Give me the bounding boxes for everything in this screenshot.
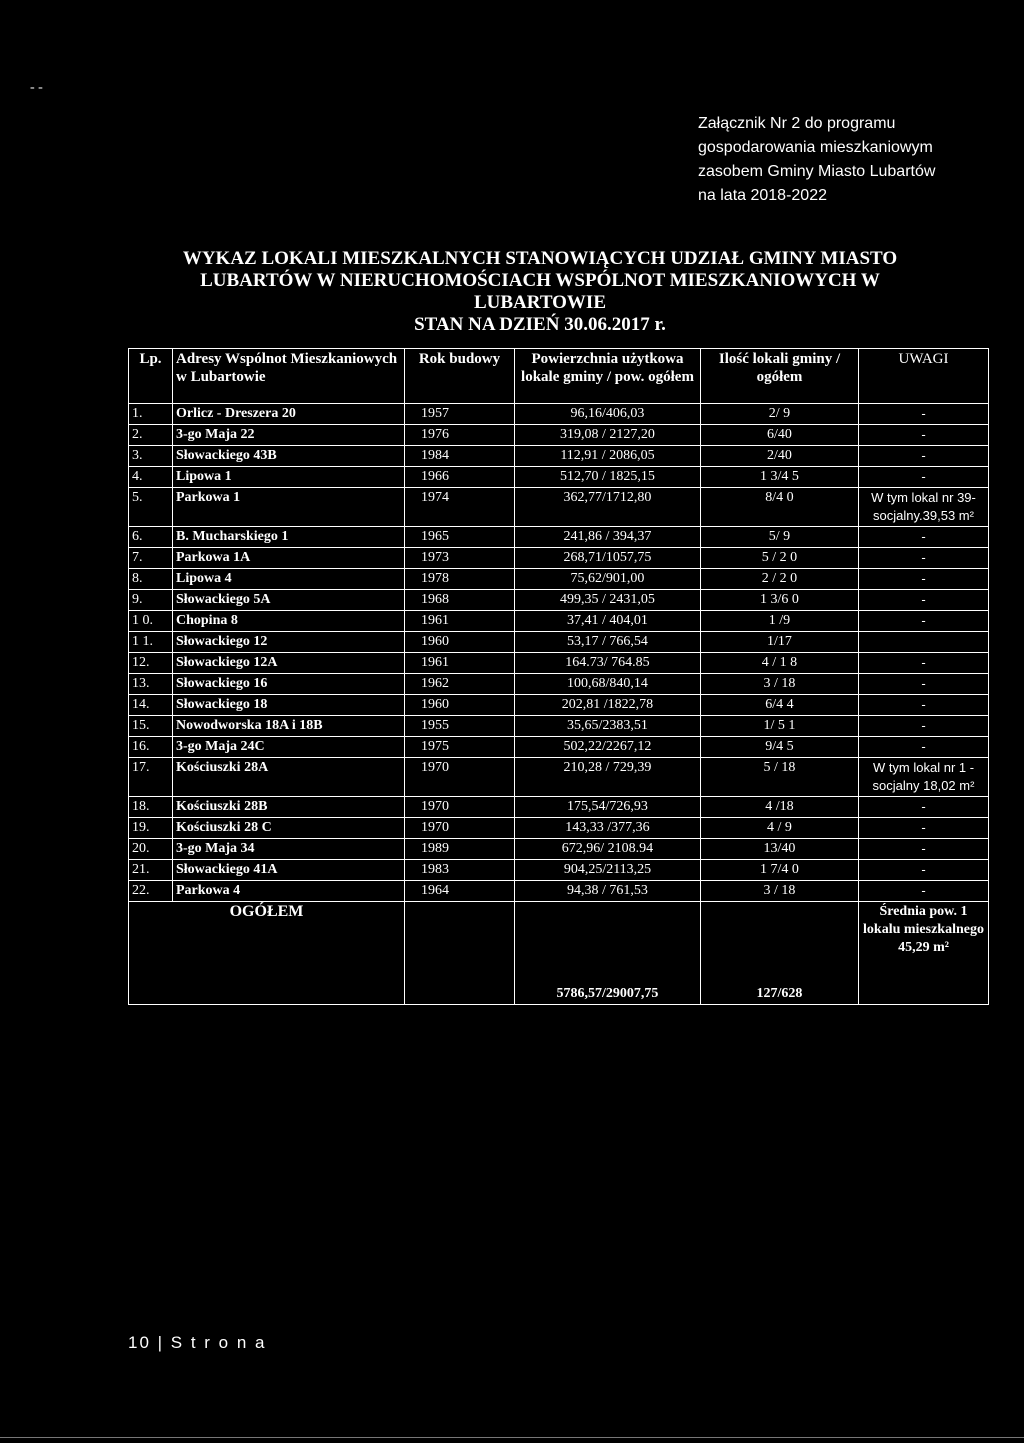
- cell-lp: 22.: [129, 881, 173, 902]
- cell-count: 5 / 2 0: [701, 548, 859, 569]
- cell-count: 6/40: [701, 425, 859, 446]
- cell-address: Parkowa 1: [173, 488, 405, 527]
- header-row: [129, 349, 989, 404]
- cell-year: 1964: [405, 881, 515, 902]
- cell-area: 96,16/406,03: [515, 404, 701, 425]
- cell-remarks: -: [859, 860, 989, 881]
- cell-lp: 20.: [129, 839, 173, 860]
- cell-count: 6/4 4: [701, 695, 859, 716]
- cell-area: 319,08 / 2127,20: [515, 425, 701, 446]
- cell-remarks: -: [859, 839, 989, 860]
- cell-year: 1962: [405, 674, 515, 695]
- cell-count: 2/40: [701, 446, 859, 467]
- cell-count: 4 / 1 8: [701, 653, 859, 674]
- cell-lp: 1.: [129, 404, 173, 425]
- table-row: [129, 653, 989, 674]
- cell-lp: 1 1.: [129, 632, 173, 653]
- cell-year: 1983: [405, 860, 515, 881]
- cell-remarks: -: [859, 653, 989, 674]
- cell-lp: 17.: [129, 758, 173, 797]
- cell-year: 1965: [405, 527, 515, 548]
- cell-count: 3 / 18: [701, 881, 859, 902]
- cell-count: 8/4 0: [701, 488, 859, 527]
- cell-lp: 21.: [129, 860, 173, 881]
- table-row: [129, 467, 989, 488]
- header-lp: Lp.: [129, 349, 173, 404]
- table-row: [129, 674, 989, 695]
- header-count: Ilość lokali gminy / ogółem: [701, 349, 859, 404]
- cell-count: 13/40: [701, 839, 859, 860]
- table-row: [129, 695, 989, 716]
- cell-lp: 18.: [129, 797, 173, 818]
- cell-year: 1966: [405, 467, 515, 488]
- cell-year: 1968: [405, 590, 515, 611]
- table-row: [129, 569, 989, 590]
- title-line: WYKAZ LOKALI MIESZKALNYCH STANOWIĄCYCH UDZIAŁ GMINY MIASTO: [182, 248, 898, 269]
- cell-address: Kościuszki 28 C: [173, 818, 405, 839]
- cell-remarks: -: [859, 797, 989, 818]
- cell-address: Słowackiego 12: [173, 632, 405, 653]
- table-row: [129, 611, 989, 632]
- cell-area: 143,33 /377,36: [515, 818, 701, 839]
- cell-count: 1/ 5 1: [701, 716, 859, 737]
- total-label: OGÓŁEM: [129, 902, 405, 1005]
- cell-year: 1960: [405, 695, 515, 716]
- cell-lp: 7.: [129, 548, 173, 569]
- total-area: 5786,57/29007,75: [515, 902, 701, 1005]
- cell-lp: 15.: [129, 716, 173, 737]
- cell-remarks: -: [859, 446, 989, 467]
- total-count: 127/628: [701, 902, 859, 1005]
- title-line: STAN NA DZIEŃ 30.06.2017 r.: [414, 314, 666, 335]
- cell-year: 1955: [405, 716, 515, 737]
- table-row: [129, 818, 989, 839]
- cell-area: 202,81 /1822,78: [515, 695, 701, 716]
- cell-address: 3-go Maja 34: [173, 839, 405, 860]
- cell-count: 2/ 9: [701, 404, 859, 425]
- cell-year: 1960: [405, 632, 515, 653]
- cell-address: Parkowa 1A: [173, 548, 405, 569]
- cell-area: 164.73/ 764.85: [515, 653, 701, 674]
- cell-year: 1970: [405, 797, 515, 818]
- cell-count: 5/ 9: [701, 527, 859, 548]
- cell-lp: 9.: [129, 590, 173, 611]
- cell-area: 672,96/ 2108.94: [515, 839, 701, 860]
- cell-address: Kościuszki 28B: [173, 797, 405, 818]
- cell-area: 35,65/2383,51: [515, 716, 701, 737]
- cell-address: Lipowa 4: [173, 569, 405, 590]
- cell-remarks: -: [859, 569, 989, 590]
- title-line: LUBARTÓW W NIERUCHOMOŚCIACH WSPÓLNOT MIESZKANIOWYCH W: [200, 270, 880, 291]
- cell-area: 904,25/2113,25: [515, 860, 701, 881]
- cell-lp: 12.: [129, 653, 173, 674]
- cell-area: 75,62/901,00: [515, 569, 701, 590]
- cell-area: 241,86 / 394,37: [515, 527, 701, 548]
- cell-area: 268,71/1057,75: [515, 548, 701, 569]
- cell-lp: 14.: [129, 695, 173, 716]
- apartments-table: [128, 348, 989, 1005]
- attachment-note: [698, 112, 935, 208]
- table-row: [129, 758, 989, 797]
- total-empty: [405, 902, 515, 1005]
- table-row: [129, 590, 989, 611]
- attachment-line: na lata 2018-2022: [698, 187, 827, 204]
- attachment-line: zasobem Gminy Miasto Lubartów: [698, 163, 936, 180]
- cell-remarks: -: [859, 716, 989, 737]
- cell-address: Chopina 8: [173, 611, 405, 632]
- cell-remarks: -: [859, 548, 989, 569]
- cell-count: 1 7/4 0: [701, 860, 859, 881]
- document-title: [140, 248, 940, 336]
- cell-remarks: [859, 632, 989, 653]
- cell-year: 1989: [405, 839, 515, 860]
- cell-count: 9/4 5: [701, 737, 859, 758]
- cell-year: 1984: [405, 446, 515, 467]
- cell-address: Nowodworska 18A i 18B: [173, 716, 405, 737]
- cell-address: Słowackiego 41A: [173, 860, 405, 881]
- cell-address: Słowackiego 12A: [173, 653, 405, 674]
- cell-year: 1973: [405, 548, 515, 569]
- bottom-rule: [0, 1437, 1024, 1438]
- header-year: Rok budowy: [405, 349, 515, 404]
- table-row: [129, 881, 989, 902]
- cell-area: 175,54/726,93: [515, 797, 701, 818]
- cell-year: 1978: [405, 569, 515, 590]
- cell-remarks: -: [859, 737, 989, 758]
- cell-lp: 6.: [129, 527, 173, 548]
- total-remarks: Średnia pow. 1 lokalu mieszkalnego 45,29 m²: [859, 902, 989, 1005]
- cell-year: 1961: [405, 611, 515, 632]
- cell-remarks: -: [859, 527, 989, 548]
- cell-address: 3-go Maja 24C: [173, 737, 405, 758]
- table-row: [129, 839, 989, 860]
- cell-year: 1970: [405, 758, 515, 797]
- cell-remarks: -: [859, 695, 989, 716]
- cell-remarks: -: [859, 611, 989, 632]
- table-row: [129, 404, 989, 425]
- header-address: Adresy Wspólnot Mieszkaniowych w Lubartowie: [173, 349, 405, 404]
- cell-lp: 16.: [129, 737, 173, 758]
- cell-area: 362,77/1712,80: [515, 488, 701, 527]
- cell-remarks: -: [859, 467, 989, 488]
- cell-address: Lipowa 1: [173, 467, 405, 488]
- header-area: Powierzchnia użytkowa lokale gminy / pow. ogółem: [515, 349, 701, 404]
- cell-area: 512,70 / 1825,15: [515, 467, 701, 488]
- cell-lp: 8.: [129, 569, 173, 590]
- cell-lp: 2.: [129, 425, 173, 446]
- cell-year: 1961: [405, 653, 515, 674]
- cell-area: 499,35 / 2431,05: [515, 590, 701, 611]
- cell-year: 1975: [405, 737, 515, 758]
- attachment-line: gospodarowania mieszkaniowym: [698, 139, 933, 156]
- cell-count: 4 / 9: [701, 818, 859, 839]
- cell-remarks: -: [859, 881, 989, 902]
- cell-remarks: W tym lokal nr 39- socjalny.39,53 m²: [859, 488, 989, 527]
- cell-address: Słowackiego 18: [173, 695, 405, 716]
- cell-area: 37,41 / 404,01: [515, 611, 701, 632]
- cell-count: 1 /9: [701, 611, 859, 632]
- cell-address: 3-go Maja 22: [173, 425, 405, 446]
- cell-remarks: W tym lokal nr 1 - socjalny 18,02 m²: [859, 758, 989, 797]
- table-row: [129, 446, 989, 467]
- table-row: [129, 488, 989, 527]
- table-row: [129, 737, 989, 758]
- cell-year: 1957: [405, 404, 515, 425]
- cell-lp: 3.: [129, 446, 173, 467]
- cell-remarks: -: [859, 818, 989, 839]
- cell-remarks: -: [859, 674, 989, 695]
- table-row: [129, 425, 989, 446]
- cell-area: 53,17 / 766,54: [515, 632, 701, 653]
- cell-count: 1 3/6 0: [701, 590, 859, 611]
- cell-lp: 4.: [129, 467, 173, 488]
- cell-remarks: -: [859, 404, 989, 425]
- cell-year: 1970: [405, 818, 515, 839]
- cell-address: Kościuszki 28A: [173, 758, 405, 797]
- cell-address: Parkowa 4: [173, 881, 405, 902]
- header-remarks: UWAGI: [859, 349, 989, 404]
- cell-lp: 5.: [129, 488, 173, 527]
- table-row: [129, 797, 989, 818]
- attachment-line: Załącznik Nr 2 do programu: [698, 115, 896, 132]
- total-row: [129, 902, 989, 1005]
- page-footer: 10 | S t r o n a: [128, 1333, 267, 1352]
- corner-mark: - -: [30, 80, 43, 95]
- cell-count: 4 /18: [701, 797, 859, 818]
- cell-remarks: -: [859, 590, 989, 611]
- cell-address: Orlicz - Dreszera 20: [173, 404, 405, 425]
- table-row: [129, 548, 989, 569]
- cell-area: 100,68/840,14: [515, 674, 701, 695]
- table-row: [129, 860, 989, 881]
- cell-year: 1974: [405, 488, 515, 527]
- cell-count: 2 / 2 0: [701, 569, 859, 590]
- cell-area: 502,22/2267,12: [515, 737, 701, 758]
- cell-lp: 13.: [129, 674, 173, 695]
- cell-count: 1/17: [701, 632, 859, 653]
- cell-area: 210,28 / 729,39: [515, 758, 701, 797]
- cell-count: 3 / 18: [701, 674, 859, 695]
- cell-year: 1976: [405, 425, 515, 446]
- table-row: [129, 716, 989, 737]
- table-row: [129, 632, 989, 653]
- table-row: [129, 527, 989, 548]
- cell-lp: 19.: [129, 818, 173, 839]
- cell-address: Słowackiego 16: [173, 674, 405, 695]
- cell-count: 1 3/4 5: [701, 467, 859, 488]
- cell-lp: 1 0.: [129, 611, 173, 632]
- cell-count: 5 / 18: [701, 758, 859, 797]
- cell-area: 112,91 / 2086,05: [515, 446, 701, 467]
- title-line: LUBARTOWIE: [473, 292, 607, 313]
- cell-address: Słowackiego 43B: [173, 446, 405, 467]
- cell-address: B. Mucharskiego 1: [173, 527, 405, 548]
- cell-remarks: -: [859, 425, 989, 446]
- cell-address: Słowackiego 5A: [173, 590, 405, 611]
- cell-area: 94,38 / 761,53: [515, 881, 701, 902]
